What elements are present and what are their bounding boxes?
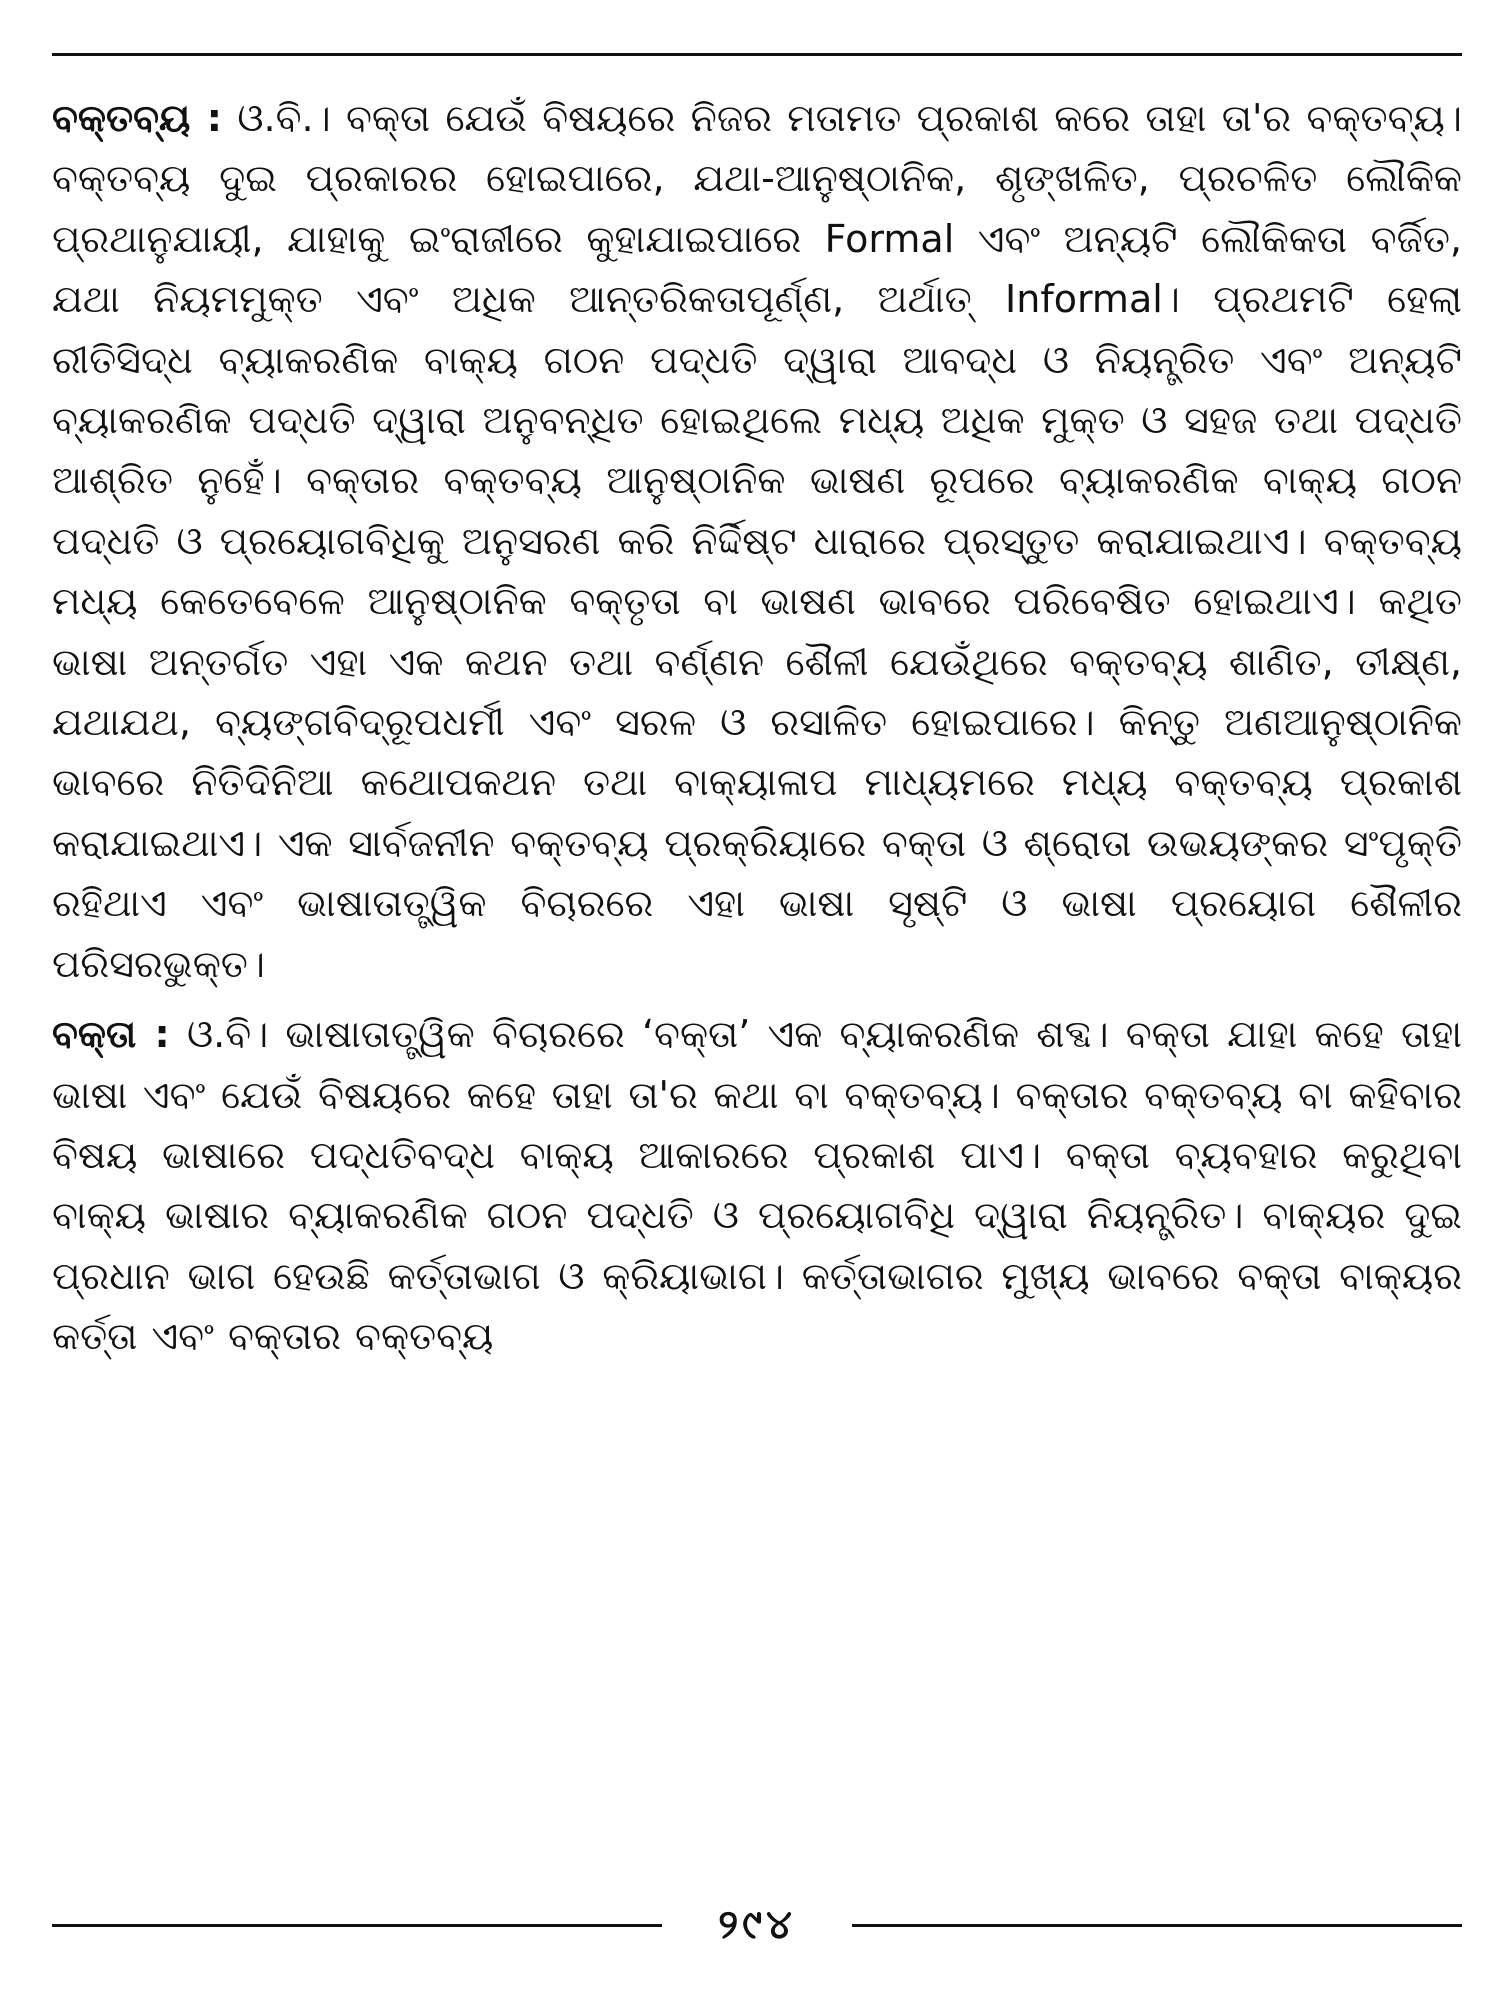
page-number: ୨୯୪ [718, 1902, 796, 1948]
footer-rule-left [52, 1924, 662, 1927]
entry-baktabya [52, 88, 1462, 994]
top-rule [52, 53, 1462, 56]
dictionary-content [52, 88, 1462, 1377]
entry-body-bakta: ଓ.ବି। ଭାଷାତାତ୍ତ୍ୱିକ ବିଚାରରେ ‘ବକ୍ତା’ ଏକ ବ୍ୟାକରଣିକ ଶବ୍ଦ। ବକ୍ତା ଯାହା କହେ ତାହା ଭାଷା ଏବଂ ଯେଉଁ ବିଷୟରେ କହେ ତାହା ତା'ର କଥା ବା ବକ୍ତବ୍ୟ। ବକ୍ତାର ବକ୍ତବ୍ୟ ବା କହିବାର ବିଷୟ ଭାଷାରେ ପଦ୍ଧତିବଦ୍ଧ ବାକ୍ୟ ଆକାରରେ ପ୍ରକାଶ ପାଏ। ବକ୍ତା ବ୍ୟବହାର କରୁଥିବା ବାକ୍ୟ ଭାଷାର ବ୍ୟାକରଣିକ ଗଠନ ପଦ୍ଧତି ଓ ପ୍ରୟୋଗବିଧି ଦ୍ୱାରା ନିୟନ୍ତ୍ରିତ। ବାକ୍ୟର ଦୁଇ ପ୍ରଧାନ ଭାଗ ହେଉଛି କର୍ତ୍ତାଭାଗ ଓ କ୍ରିୟାଭାଗ। କର୍ତ୍ତାଭାଗର ମୁଖ୍ୟ ଭାବରେ ବକ୍ତା ବାକ୍ୟର କର୍ତ୍ତା ଏବଂ ବକ୍ତାର ବକ୍ତବ୍ୟ [52, 1012, 1462, 1359]
entry-body-baktabya: ଓ.ବି.। ବକ୍ତା ଯେଉଁ ବିଷୟରେ ନିଜର ମତାମତ ପ୍ରକାଶ କରେ ତାହା ତା'ର ବକ୍ତବ୍ୟ। ବକ୍ତବ୍ୟ ଦୁଇ ପ୍ରକାରର ହୋଇପାରେ, ଯଥା-ଆନୁଷ୍ଠାନିକ, ଶୃଙ୍ଖଳିତ, ପ୍ରଚଳିତ ଲୌକିକ ପ୍ରଥାନୁଯାୟୀ, ଯାହାକୁ ଇଂରାଜୀରେ କୁହାଯାଇପାରେ Formal ଏବଂ ଅନ୍ୟଟି ଲୌକିକତା ବର୍ଜିତ, ଯଥା ନିୟମମୁକ୍ତ ଏବଂ ଅଧିକ ଆନ୍ତରିକତାପୂର୍ଣ୍ଣ, ଅର୍ଥାତ୍ Informal। ପ୍ରଥମଟି ହେଲା ରୀତିସିଦ୍ଧ ବ୍ୟାକରଣିକ ବାକ୍ୟ ଗଠନ ପଦ୍ଧତି ଦ୍ୱାରା ଆବଦ୍ଧ ଓ ନିୟନ୍ତ୍ରିତ ଏବଂ ଅନ୍ୟଟି ବ୍ୟାକରଣିକ ପଦ୍ଧତି ଦ୍ୱାରା ଅନୁବନ୍ଧିତ ହୋଇଥିଲେ ମଧ୍ୟ ଅଧିକ ମୁକ୍ତ ଓ ସହଜ ତଥା ପଦ୍ଧତି ଆଶ୍ରିତ ନୁହେଁ। ବକ୍ତାର ବକ୍ତବ୍ୟ ଆନୁଷ୍ଠାନିକ ଭାଷଣ ରୂପରେ ବ୍ୟାକରଣିକ ବାକ୍ୟ ଗଠନ ପଦ୍ଧତି ଓ ପ୍ରୟୋଗବିଧିକୁ ଅନୁସରଣ କରି ନିର୍ଦ୍ଦିଷ୍ଟ ଧାରାରେ ପ୍ରସ୍ତୁତ କରାଯାଇଥାଏ। ବକ୍ତବ୍ୟ ମଧ୍ୟ କେତେବେଳେ ଆନୁଷ୍ଠାନିକ ବକ୍ତୃତା ବା ଭାଷଣ ଭାବରେ ପରିବେଷିତ ହୋଇଥାଏ। କଥିତ ଭାଷା ଅନ୍ତର୍ଗତ ଏହା ଏକ କଥନ ତଥା ବର୍ଣ୍ଣନ ଶୈଳୀ ଯେଉଁଥିରେ ବକ୍ତବ୍ୟ ଶାଣିତ, ତୀକ୍ଷ୍ଣ, ଯଥାଯଥ, ବ୍ୟଙ୍ଗବିଦ୍ରୂପଧର୍ମୀ ଏବଂ ସରଳ ଓ ରସାଳିତ ହୋଇପାରେ। କିନ୍ତୁ ଅଣଆନୁଷ୍ଠାନିକ ଭାବରେ ନିତିଦିନିଆ କଥୋପକଥନ ତଥା ବାକ୍ୟାଳାପ ମାଧ୍ୟମରେ ମଧ୍ୟ ବକ୍ତବ୍ୟ ପ୍ରକାଶ କରାଯାଇଥାଏ। ଏକ ସାର୍ବଜନୀନ ବକ୍ତବ୍ୟ ପ୍ରକ୍ରିୟାରେ ବକ୍ତା ଓ ଶ୍ରୋତା ଉଭୟଙ୍କର ସଂପୃକ୍ତି ରହିଥାଏ ଏବଂ ଭାଷାତାତ୍ତ୍ୱିକ ବିଚାରରେ ଏହା ଭାଷା ସୃଷ୍ଟି ଓ ଭାଷା ପ୍ରୟୋଗ ଶୈଳୀର ପରିସରଭୁକ୍ତ। [52, 96, 1462, 986]
headword-bakta: ବକ୍ତା : [52, 1012, 170, 1057]
footer-rule-right [852, 1924, 1462, 1927]
page-footer [52, 1900, 1462, 1950]
entry-bakta [52, 1004, 1462, 1366]
headword-baktabya: ବକ୍ତବ୍ୟ : [52, 96, 223, 140]
